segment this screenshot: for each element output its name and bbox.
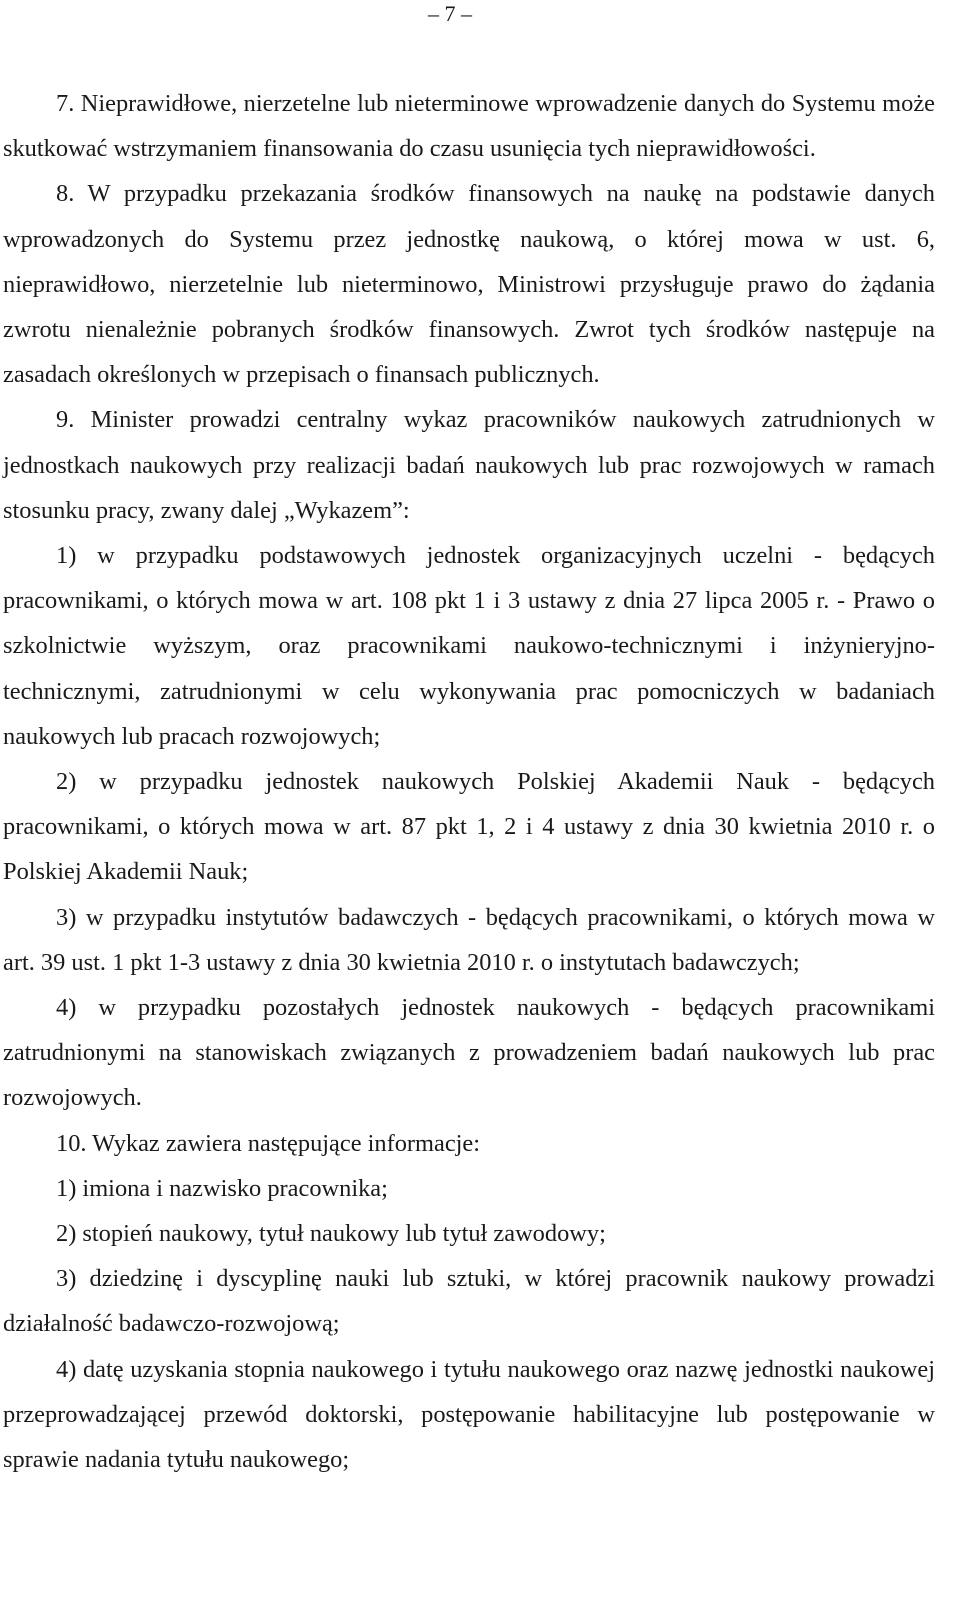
- paragraph-9-item-3: 3) w przypadku instytutów badawczych - będących pracownikami, o których mowa w art. 39 ust. 1 pkt 1-3 ustawy z dnia 30 kwietnia 2010 r. o instytutach badawczych;: [3, 903, 935, 976]
- paragraph-9-item-1: 1) w przypadku podstawowych jednostek organizacyjnych uczelni - będących pracownikami, o których mowa w art. 108 pkt 1 i 3 ustawy z dnia 27 lipca 2005 r. - Prawo o szkolnictwie wyższym, oraz pracownikami naukowo-technicznymi i inżynieryjno-technicznymi, zatrudnionymi w celu wykonywania prac pomocniczych w badaniach naukowych lub pracach rozwojowych;: [3, 542, 935, 750]
- paragraph-10-item-3: 3) dziedzinę i dyscyplinę nauki lub sztuki, w której pracownik naukowy prowadzi działalność badawczo-rozwojową;: [3, 1265, 935, 1338]
- paragraph-9-item-2: 2) w przypadku jednostek naukowych Polskiej Akademii Nauk - będących pracownikami, o których mowa w art. 87 pkt 1, 2 i 4 ustawy z dnia 30 kwietnia 2010 r. o Polskiej Akademii Nauk;: [3, 768, 935, 886]
- paragraph-8: 8. W przypadku przekazania środków finansowych na naukę na podstawie danych wprowadzonych do Systemu przez jednostkę naukową, o której mowa w ust. 6, nieprawidłowo, nierzetelnie lub nieterminowo, Ministrowi przysługuje prawo do żądania zwrotu nienależnie pobranych środków finansowych. Zwrot tych środków następuje na zasadach określonych w przepisach o finansach publicznych.: [3, 180, 935, 389]
- paragraph-10: 10. Wykaz zawiera następujące informacje:: [56, 1129, 481, 1157]
- paragraph-10-item-2: 2) stopień naukowy, tytuł naukowy lub tytuł zawodowy;: [56, 1220, 606, 1248]
- paragraph-9-item-4: 4) w przypadku pozostałych jednostek naukowych - będących pracownikami zatrudnionymi na stanowiskach związanych z prowadzeniem badań naukowych lub prac rozwojowych.: [3, 994, 935, 1112]
- paragraph-7: 7. Nieprawidłowe, nierzetelne lub nieterminowe wprowadzenie danych do Systemu może skutkować wstrzymaniem finansowania do czasu usunięcia tych nieprawidłowości.: [3, 90, 935, 163]
- document-body: [3, 81, 935, 1482]
- paragraph-10-item-1: 1) imiona i nazwisko pracownika;: [56, 1174, 388, 1202]
- page-number: – 7 –: [428, 1, 472, 26]
- paragraph-10-item-4: 4) datę uzyskania stopnia naukowego i tytułu naukowego oraz nazwę jednostki naukowej przeprowadzającej przewód doktorski, postępowanie habilitacyjne lub postępowanie w sprawie nadania tytułu naukowego;: [3, 1355, 935, 1474]
- paragraph-9: 9. Minister prowadzi centralny wykaz pracowników naukowych zatrudnionych w jednostkach naukowych przy realizacji badań naukowych lub prac rozwojowych w ramach stosunku pracy, zwany dalej „Wykazem”:: [3, 406, 935, 524]
